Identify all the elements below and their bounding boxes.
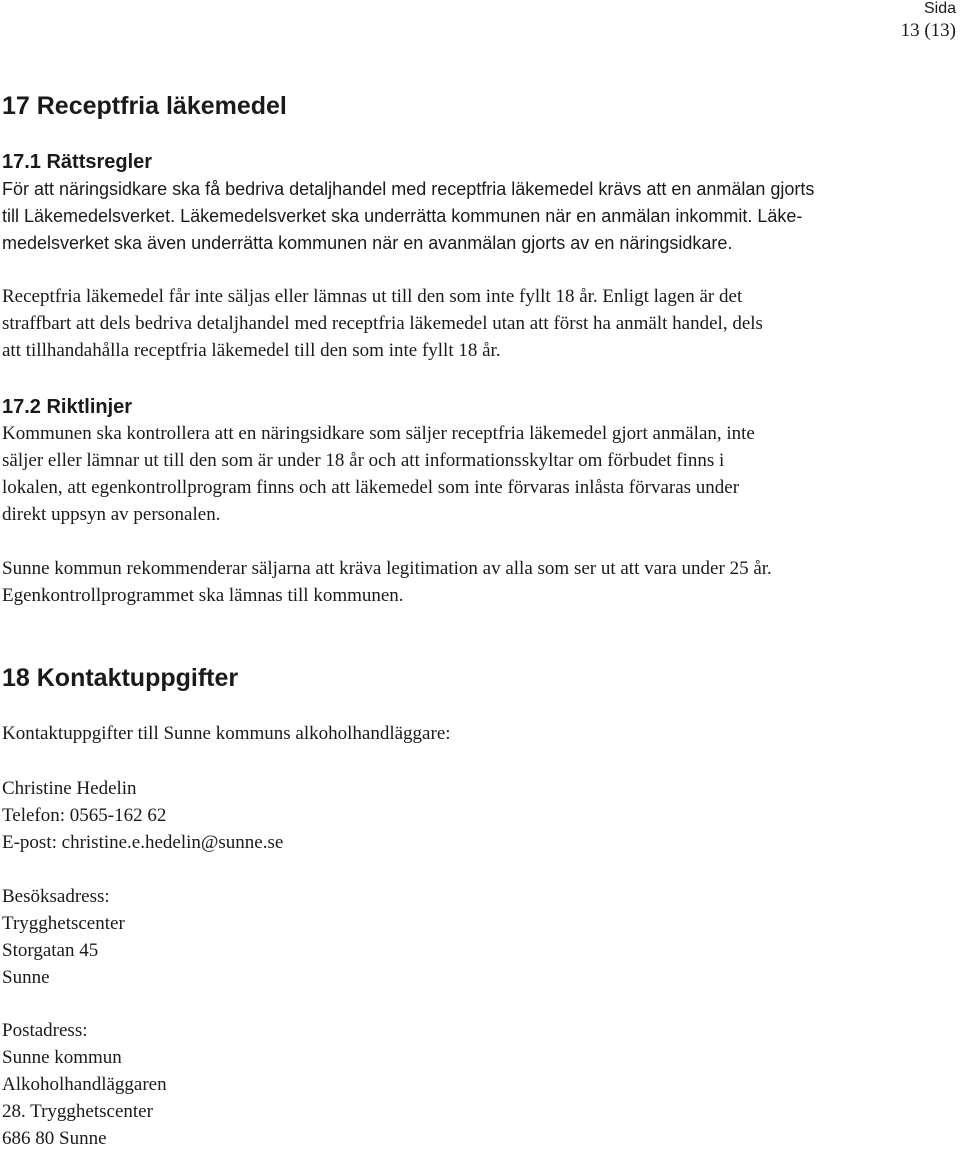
visit-address-line: Storgatan 45 [2,940,99,961]
contact-email: E-post: christine.e.hedelin@sunne.se [2,832,284,853]
paragraph-line: till Läkemedelsverket. Läkemedelsverket ska underrätta kommunen när en anmälan inkommit. Läke- [2,206,803,226]
paragraph-line: att tillhandahålla receptfria läkemedel till den som inte fyllt 18 år. [2,340,501,361]
section-17-2-title: 17.2 Riktlinjer [2,396,133,418]
paragraph-line: Egenkontrollprogrammet ska lämnas till kommunen. [2,585,404,606]
paragraph-line: medelsverket ska även underrätta kommunen när en avanmälan gjorts av en näringsidkare. [2,233,733,253]
page-label: Sida [923,0,956,17]
paragraph-line: För att näringsidkare ska få bedriva detaljhandel med receptfria läkemedel krävs att en anmälan gjorts [2,179,815,199]
contact-phone: Telefon: 0565-162 62 [2,805,167,826]
postal-address-line: Alkoholhandläggaren [2,1074,167,1095]
paragraph-line: Sunne kommun rekommenderar säljarna att kräva legitimation av alla som ser ut att vara under 25 år. [2,558,772,579]
visit-address-label: Besöksadress: [2,886,110,907]
paragraph-line: säljer eller lämnar ut till den som är under 18 år och att informationsskyltar om förbudet finns i [2,450,725,471]
visit-address-line: Trygghetscenter [2,913,125,934]
postal-address-line: Sunne kommun [2,1047,122,1068]
paragraph-line: Receptfria läkemedel får inte säljas eller lämnas ut till den som inte fyllt 18 år. Enligt lagen är det [2,286,743,307]
contact-name: Christine Hedelin [2,778,137,799]
section-17-title: 17 Receptfria läkemedel [2,92,287,120]
page-number [901,0,956,44]
postal-address-line: 686 80 Sunne [2,1128,107,1149]
contact-intro: Kontaktuppgifter till Sunne kommuns alkoholhandläggare: [2,723,451,744]
postal-address-label: Postadress: [2,1020,88,1041]
page-count: 13 (13) [900,20,956,41]
section-18-title: 18 Kontaktuppgifter [2,664,239,692]
visit-address-line: Sunne [2,967,50,988]
paragraph-line: straffbart att dels bedriva detaljhandel med receptfria läkemedel utan att först ha anmält handel, dels [2,313,763,334]
paragraph-line: direkt uppsyn av personalen. [2,504,221,525]
paragraph-line: lokalen, att egenkontrollprogram finns och att läkemedel som inte förvaras inlåsta förvaras under [2,477,740,498]
paragraph-line: Kommunen ska kontrollera att en näringsidkare som säljer receptfria läkemedel gjort anmälan, inte [2,423,755,444]
section-17-1-title: 17.1 Rättsregler [2,151,153,173]
postal-address-line: 28. Trygghetscenter [2,1101,153,1122]
